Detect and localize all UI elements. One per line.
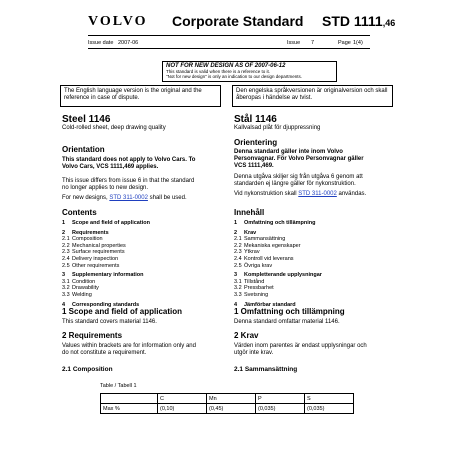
table-cell: (0,035) bbox=[305, 404, 354, 414]
toc-item-label: Corresponding standards bbox=[72, 301, 140, 308]
toc-item-number: 3.2 bbox=[62, 285, 70, 292]
section-2-en bbox=[62, 331, 202, 357]
orientation-bold-sv: Denna standard gäller inte inom Volvo Personvagnar. För Volvo Personvagnar gäller VCS 1111,469. bbox=[234, 149, 364, 169]
toc-item-number: 4 bbox=[62, 301, 66, 308]
toc-item-number: 1 bbox=[62, 220, 66, 226]
table-cell: (0,10) bbox=[158, 404, 207, 414]
subheader-rule bbox=[88, 48, 370, 49]
toc-item bbox=[234, 249, 374, 256]
table-header-cell bbox=[101, 394, 158, 404]
section-1-en bbox=[62, 307, 202, 326]
toc-item-label: Composition bbox=[72, 236, 103, 243]
not-for-new-design-notice bbox=[162, 61, 337, 82]
table-header-cell: S bbox=[305, 394, 354, 404]
section-2-text-en: Values within brackets are for information only and do not constitute a requirement. bbox=[62, 343, 196, 356]
subtitle-en: Cold-rolled sheet, deep drawing quality bbox=[62, 125, 166, 131]
notice-title: NOT FOR NEW DESIGN AS OF 2007-06-12 bbox=[166, 63, 286, 69]
column-swedish bbox=[234, 114, 374, 132]
toc-sv bbox=[234, 220, 374, 308]
toc-item-number: 2.1 bbox=[62, 236, 70, 243]
toc-item-number: 2.3 bbox=[62, 249, 70, 256]
toc-item bbox=[234, 292, 374, 299]
toc-item-label: Svetsning bbox=[244, 291, 269, 298]
orientation-heading-sv: Orientering bbox=[234, 138, 278, 147]
orientation-en bbox=[62, 145, 202, 202]
table-header-row bbox=[101, 394, 354, 404]
section-1-heading-sv: 1 Omfattning och tillämpning bbox=[234, 307, 345, 316]
toc-item bbox=[234, 220, 374, 227]
language-note-sv: Den engelska språkversionen är originalversion och skall åberopas i händelse av tvist. bbox=[232, 85, 393, 107]
table-header-cell: Mn bbox=[207, 394, 256, 404]
issue-number: 7 bbox=[311, 40, 315, 46]
toc-item-label: Other requirements bbox=[72, 262, 120, 269]
toc-item bbox=[62, 236, 202, 243]
std-311-link-sv[interactable]: STD 311-0002 bbox=[298, 191, 337, 197]
issue-date-label: Issue date bbox=[88, 40, 114, 46]
notice-line-2: "Not for new design" is only an indication to our design departments. bbox=[166, 74, 303, 79]
toc-item-label: Sammansättning bbox=[244, 236, 286, 243]
contents-heading-en: Contents bbox=[62, 208, 97, 217]
page-label: Page bbox=[338, 40, 351, 46]
orientation-sv bbox=[234, 138, 374, 198]
orientation-text-sv: Denna utgåva skiljer sig från utgåva 6 genom att standarden ej längre gäller för nykonstruktion. bbox=[234, 174, 363, 187]
column-english bbox=[62, 114, 202, 132]
toc-item bbox=[234, 256, 374, 263]
subtitle-sv: Kallvalsad plåt för djuppressning bbox=[234, 125, 321, 131]
toc-item-number: 2.1 bbox=[234, 236, 242, 243]
title-en: Steel 1146 bbox=[62, 114, 111, 125]
toc-item bbox=[62, 243, 202, 250]
toc-item-number: 3 bbox=[62, 272, 66, 279]
title-sv: Stål 1146 bbox=[234, 114, 277, 125]
toc-item-number: 2.4 bbox=[62, 255, 70, 262]
toc-item-number: 3.1 bbox=[234, 278, 242, 285]
orientation-bold-en: This standard does not apply to Volvo Cars. To Volvo Cars, VCS 1111,469 applies. bbox=[62, 157, 196, 170]
section-1-text-sv: Denna standard omfattar material 1146. bbox=[234, 319, 340, 325]
toc-item-number: 3.3 bbox=[62, 291, 70, 298]
issue-date: 2007-06 bbox=[118, 40, 139, 46]
toc-item bbox=[62, 292, 202, 299]
toc-item-number: 2 bbox=[62, 229, 66, 236]
toc-item-number: 2.5 bbox=[234, 262, 242, 269]
section-1-text-en: This standard covers material 1146. bbox=[62, 319, 157, 325]
toc-item-number: 3.3 bbox=[234, 291, 242, 298]
toc-item-label: Ytkrav bbox=[244, 249, 260, 256]
page-number: 1(4) bbox=[353, 40, 363, 46]
section-2-1-heading-en: 2.1 Composition bbox=[62, 366, 113, 373]
toc-item-number: 1 bbox=[234, 220, 238, 226]
toc-item bbox=[234, 272, 374, 279]
toc-item bbox=[234, 230, 374, 237]
table-header-cell: C bbox=[158, 394, 207, 404]
toc-item-number: 2.2 bbox=[62, 242, 70, 249]
contents-heading-sv: Innehåll bbox=[234, 208, 265, 217]
section-2-text-sv: Värden inom parentes är endast upplysningar och utgör inte krav. bbox=[234, 343, 367, 356]
contents-sv bbox=[234, 208, 374, 308]
composition-table bbox=[100, 393, 354, 414]
toc-item-label: Mechanical properties bbox=[72, 242, 126, 249]
toc-item-label: Övriga krav bbox=[244, 262, 273, 269]
toc-item-number: 2.4 bbox=[234, 255, 242, 262]
toc-item-number: 3 bbox=[234, 272, 238, 279]
toc-item bbox=[62, 230, 202, 237]
header-rule bbox=[88, 35, 370, 36]
toc-item bbox=[234, 263, 374, 270]
toc-item-label: Krav bbox=[244, 229, 257, 236]
toc-item bbox=[62, 263, 202, 270]
toc-item-label: Jämförbar standard bbox=[244, 301, 296, 308]
toc-item-label: Drawability bbox=[72, 285, 99, 292]
new-design-note-sv: Vid nykonstruktion skall STD 311-0002 användas. bbox=[234, 191, 367, 197]
toc-item-number: 2.3 bbox=[234, 249, 242, 256]
toc-item bbox=[62, 249, 202, 256]
toc-item bbox=[62, 256, 202, 263]
toc-item bbox=[62, 220, 202, 227]
toc-item bbox=[234, 236, 374, 243]
toc-item-number: 2.5 bbox=[62, 262, 70, 269]
toc-item-label: Kompletterande upplysningar bbox=[244, 272, 322, 279]
table-row bbox=[101, 404, 354, 414]
std-311-link-en[interactable]: STD 311-0002 bbox=[109, 195, 148, 201]
section-2-heading-sv: 2 Krav bbox=[234, 331, 259, 340]
notice-line-1: This standard is valid when there is a reference to it. bbox=[166, 69, 271, 74]
issue-label: Issue bbox=[287, 40, 301, 46]
section-2-1-heading-sv: 2.1 Sammansättning bbox=[234, 366, 298, 373]
toc-item-label: Omfattning och tillämpning bbox=[244, 220, 316, 226]
toc-item-label: Welding bbox=[72, 291, 92, 298]
std-suffix: ,46 bbox=[382, 18, 396, 28]
toc-item bbox=[234, 243, 374, 250]
section-2-heading-en: 2 Requirements bbox=[62, 331, 123, 340]
volvo-logo: VOLVO bbox=[88, 14, 148, 29]
toc-item-number: 2 bbox=[234, 229, 238, 236]
orientation-text-en: This issue differs from issue 6 in that the standard no longer applies to new design. bbox=[62, 178, 195, 191]
toc-item-label: Scope and field of application bbox=[72, 220, 150, 226]
toc-item-label: Mekaniska egenskaper bbox=[244, 242, 301, 249]
section-2-sv bbox=[234, 331, 374, 357]
orientation-heading-en: Orientation bbox=[62, 145, 105, 154]
section-1-heading-en: 1 Scope and field of application bbox=[62, 307, 183, 316]
new-design-note-en: For new designs, STD 311-0002 shall be used. bbox=[62, 195, 187, 201]
toc-item-number: 4 bbox=[234, 301, 238, 308]
std-number: STD 1111,46 bbox=[322, 13, 396, 29]
toc-item-label: Tillstånd bbox=[244, 278, 265, 285]
toc-item-label: Kontroll vid leverans bbox=[244, 255, 294, 262]
toc-item bbox=[62, 285, 202, 292]
toc-en bbox=[62, 220, 202, 308]
table-caption: Table / Tabell 1 bbox=[100, 383, 137, 389]
language-note-en: The English language version is the original and the reference in case of dispute. bbox=[60, 85, 221, 107]
toc-item bbox=[234, 279, 374, 286]
contents-en bbox=[62, 208, 202, 308]
table-cell: (0,45) bbox=[207, 404, 256, 414]
section-1-sv bbox=[234, 307, 374, 326]
toc-item-label: Surface requirements bbox=[72, 249, 125, 256]
toc-item-label: Requirements bbox=[72, 229, 109, 236]
toc-item-label: Supplementary information bbox=[72, 272, 144, 279]
toc-item-label: Condition bbox=[72, 278, 96, 285]
toc-item bbox=[62, 272, 202, 279]
table-header-cell: P bbox=[256, 394, 305, 404]
toc-item-number: 3.2 bbox=[234, 285, 242, 292]
toc-item-label: Pressbarhet bbox=[244, 285, 274, 292]
doc-type-title: Corporate Standard bbox=[172, 13, 304, 29]
toc-item bbox=[62, 279, 202, 286]
toc-item-label: Delivery inspection bbox=[72, 255, 119, 262]
toc-item-number: 2.2 bbox=[234, 242, 242, 249]
toc-item bbox=[234, 285, 374, 292]
table-cell: Max % bbox=[101, 404, 158, 414]
table-cell: (0,035) bbox=[256, 404, 305, 414]
toc-item-number: 3.1 bbox=[62, 278, 70, 285]
